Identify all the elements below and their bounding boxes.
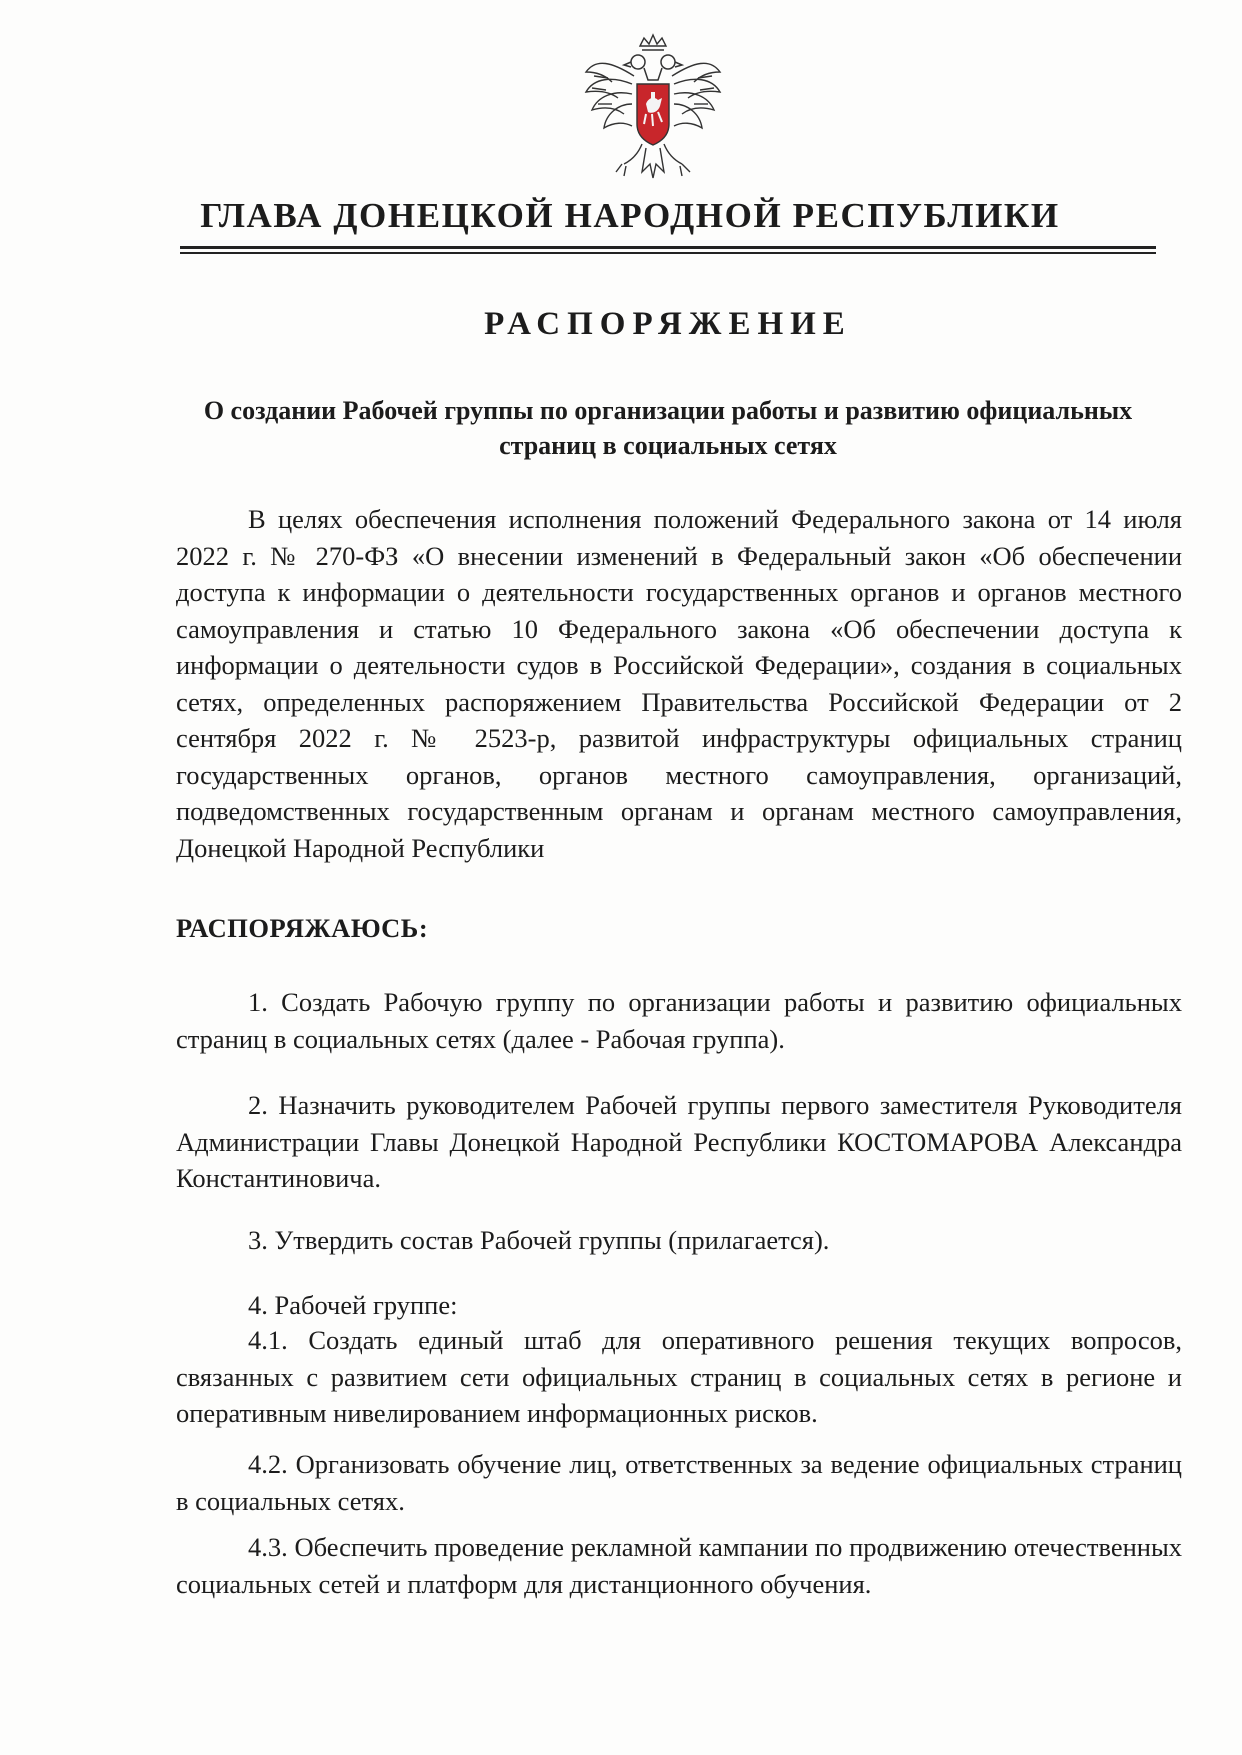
- issuer-title: ГЛАВА ДОНЕЦКОЙ НАРОДНОЙ РЕСПУБЛИКИ: [200, 196, 1060, 235]
- clause-3: 3. Утвердить состав Рабочей группы (прилагается).: [248, 1225, 830, 1255]
- header-rule-thick: [180, 246, 1156, 249]
- header-rule-thin: [180, 252, 1156, 254]
- document-type: РАСПОРЯЖЕНИЕ: [484, 306, 852, 342]
- dpr-coat-of-arms-icon: [582, 32, 724, 190]
- document-subject: О создании Рабочей группы по организации работы и развитию официальных страниц в социальных сетях: [203, 396, 1133, 460]
- clause-4-3: 4.3. Обеспечить проведение рекламной кампании по продвижению отечественных социальных сетей и платформ для дистанционного обучения.: [176, 1532, 1182, 1599]
- clause-4: 4. Рабочей группе:: [248, 1290, 458, 1320]
- clause-1: 1. Создать Рабочую группу по организации работы и развитию официальных страниц в социальных сетях (далее - Рабочая группа).: [176, 987, 1182, 1054]
- clause-4-1: 4.1. Создать единый штаб для оперативного решения текущих вопросов, связанных с развитием сети официальных страниц в социальных сетях в регионе и оперативным нивелированием информационных рисков.: [176, 1325, 1182, 1428]
- preamble-paragraph: В целях обеспечения исполнения положений Федерального закона от 14 июля 2022 г. № 270-ФЗ «О внесении изменений в Федеральный закон «Об обеспечении доступа к информации о деятельности государственных органов и органов местного самоуправления и статью 10 Федерального закона «Об обеспечении доступа к информации о деятельности судов в Российской Федерации», создания в социальных сетях, определенных распоряжением Правительства Российской Федерации от 2 сентября 2022 г. № 2523-р, развитой инфраструктуры официальных страниц государственных органов, органов местного самоуправления, организаций, подведомственных государственным органам и органам местного самоуправления, Донецкой Народной Республики: [176, 504, 1182, 863]
- clause-2: 2. Назначить руководителем Рабочей группы первого заместителя Руководителя Администрации Главы Донецкой Народной Республики КОСТОМАРОВА Александра Константиновича.: [176, 1090, 1182, 1193]
- decree-heading: РАСПОРЯЖАЮСЬ:: [176, 913, 429, 943]
- clause-4-2: 4.2. Организовать обучение лиц, ответственных за ведение официальных страниц в социальных сетях.: [176, 1449, 1182, 1516]
